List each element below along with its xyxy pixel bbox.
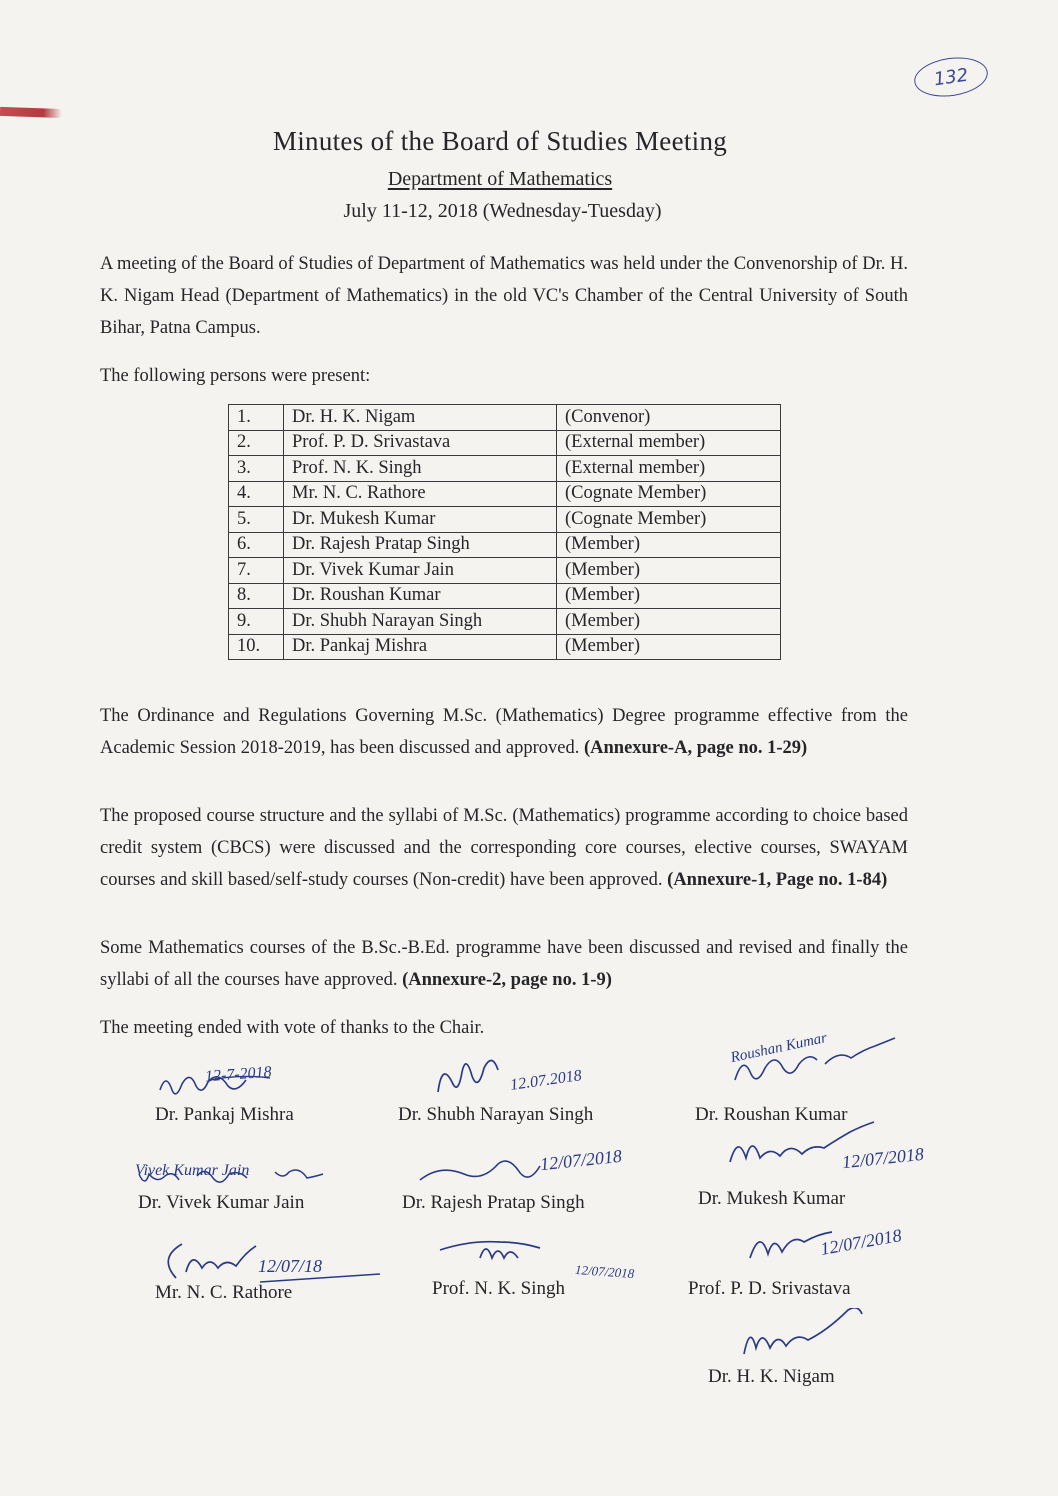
department-name: Department of Mathematics [387, 168, 613, 190]
member-name: Dr. Shubh Narayan Singh [284, 609, 557, 635]
handwritten-vivek-kumar-jain: Vivek Kumar Jain [135, 1162, 250, 1179]
closing-paragraph: The meeting ended with vote of thanks to the Chair. [100, 1018, 485, 1038]
member-name: Dr. Vivek Kumar Jain [284, 558, 557, 584]
department-heading [0, 168, 1000, 191]
member-number: 10. [229, 634, 284, 660]
table-row [229, 456, 781, 482]
signatory-vivek-kumar-jain: Dr. Vivek Kumar Jain [138, 1192, 305, 1213]
table-row [229, 634, 781, 660]
handwritten-date-nk-singh: 12/07/2018 [574, 1261, 635, 1282]
signatory-roushan-kumar: Dr. Roushan Kumar [695, 1104, 848, 1125]
handwritten-date-nc-rathore: 12/07/18 [258, 1256, 323, 1276]
member-role: (Member) [557, 558, 781, 584]
intro-paragraph: A meeting of the Board of Studies of Department of Mathematics was held under the Convenorship of Dr. H. K. Nigam Head (Department of Mathematics) in the old VC's Chamber of the Central University of South Bihar, Patna Campus. [100, 254, 908, 338]
page-number-stamp: 132 [912, 53, 991, 101]
member-number: 3. [229, 456, 284, 482]
member-role: (Member) [557, 532, 781, 558]
member-name: Dr. H. K. Nigam [284, 405, 557, 431]
member-name: Dr. Pankaj Mishra [284, 634, 557, 660]
member-role: (Member) [557, 583, 781, 609]
signatory-nc-rathore: Mr. N. C. Rathore [155, 1282, 293, 1303]
annexure-2-ref: (Annexure-2, page no. 1-9) [402, 970, 612, 990]
table-row [229, 532, 781, 558]
annexure-1-ref: (Annexure-1, Page no. 1-84) [667, 870, 888, 890]
ordinance-paragraph [100, 700, 908, 764]
member-number: 8. [229, 583, 284, 609]
present-label: The following persons were present: [100, 366, 371, 386]
ordinance-text: The Ordinance and Regulations Governing M.Sc. (Mathematics) Degree programme effective from the Academic Session 2018-2019, has been discussed and approved. [100, 706, 908, 758]
bsc-text: Some Mathematics courses of the B.Sc.-B.Ed. programme have been discussed and revised and finally the syllabi of all the courses have approved. [100, 938, 908, 990]
syllabi-text: The proposed course structure and the syllabi of M.Sc. (Mathematics) programme according to choice based credit system (CBCS) were discussed and the corresponding core courses, elective courses, SWAYAM courses and skill based/self-study courses (Non-credit) have been approved. [100, 806, 908, 890]
signatory-hk-nigam: Dr. H. K. Nigam [708, 1366, 835, 1387]
member-number: 4. [229, 481, 284, 507]
document-title: Minutes of the Board of Studies Meeting [272, 126, 728, 156]
annexure-a-ref: (Annexure-A, page no. 1-29) [583, 738, 808, 758]
signatory-shubh-narayan-singh: Dr. Shubh Narayan Singh [398, 1104, 594, 1125]
table-row [229, 481, 781, 507]
signature-hk-nigam [730, 1308, 890, 1368]
table-row [229, 430, 781, 456]
handwritten-date-pankaj-mishra: 12-7-2018 [204, 1063, 273, 1086]
syllabi-paragraph [100, 800, 908, 896]
members-table-body [229, 405, 781, 660]
bsc-paragraph [100, 932, 908, 996]
handwritten-date-pd-srivastava: 12/07/2018 [818, 1225, 904, 1259]
table-row [229, 558, 781, 584]
handwritten-date-rajesh-pratap-singh: 12/07/2018 [539, 1145, 623, 1175]
member-number: 9. [229, 609, 284, 635]
meeting-date: July 11-12, 2018 (Wednesday-Tuesday) [343, 200, 662, 222]
members-table [228, 404, 781, 660]
member-name: Prof. P. D. Srivastava [284, 430, 557, 456]
red-ink-mark [0, 107, 62, 118]
table-row [229, 405, 781, 431]
table-row [229, 507, 781, 533]
signatory-nk-singh: Prof. N. K. Singh [432, 1278, 566, 1299]
member-role: (Cognate Member) [557, 507, 781, 533]
signatory-pd-srivastava: Prof. P. D. Srivastava [688, 1278, 851, 1299]
member-role: (Member) [557, 634, 781, 660]
member-number: 7. [229, 558, 284, 584]
member-number: 5. [229, 507, 284, 533]
signatory-mukesh-kumar: Dr. Mukesh Kumar [698, 1188, 846, 1209]
handwritten-roushan-kumar: Roushan Kumar [729, 1030, 829, 1067]
signatory-rajesh-pratap-singh: Dr. Rajesh Pratap Singh [402, 1192, 585, 1213]
member-role: (External member) [557, 456, 781, 482]
signatory-pankaj-mishra: Dr. Pankaj Mishra [155, 1104, 294, 1125]
member-name: Prof. N. K. Singh [284, 456, 557, 482]
table-row [229, 583, 781, 609]
member-name: Mr. N. C. Rathore [284, 481, 557, 507]
member-role: (Cognate Member) [557, 481, 781, 507]
member-number: 1. [229, 405, 284, 431]
member-role: (External member) [557, 430, 781, 456]
handwritten-date-shubh-narayan-singh: 12.07.2018 [509, 1067, 583, 1094]
member-name: Dr. Mukesh Kumar [284, 507, 557, 533]
member-number: 2. [229, 430, 284, 456]
table-row [229, 609, 781, 635]
member-role: (Member) [557, 609, 781, 635]
member-name: Dr. Roushan Kumar [284, 583, 557, 609]
member-role: (Convenor) [557, 405, 781, 431]
handwritten-date-mukesh-kumar: 12/07/2018 [841, 1143, 925, 1173]
member-name: Dr. Rajesh Pratap Singh [284, 532, 557, 558]
member-number: 6. [229, 532, 284, 558]
